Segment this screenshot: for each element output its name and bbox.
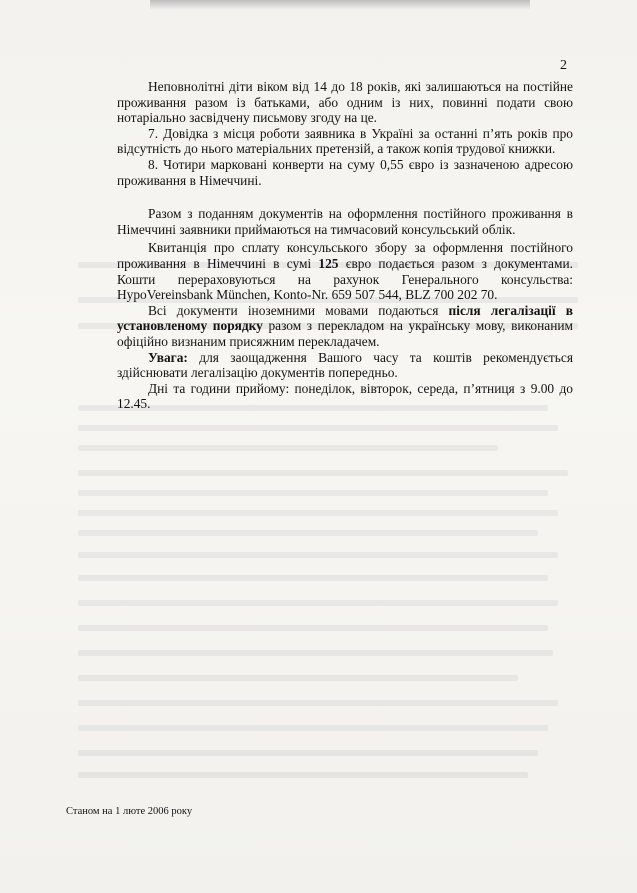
list-item-7: 7. Довідка з місця роботи заявника в Україні за останні п’ять років про відсутність до нього матеріальних претензій, а також копія трудової книжки. (117, 125, 573, 157)
legalization-text-start: Всі документи іноземними мовами подаються (148, 302, 449, 318)
paragraph-fee-receipt (117, 240, 573, 302)
bleed-through-line (78, 772, 528, 778)
paragraph-legalization (117, 303, 573, 350)
bleed-through-line (78, 650, 553, 656)
paragraph-reception-hours: Дні та години прийому: понеділок, вівторок, середа, п’ятниця з 9.00 до 12.45. (117, 380, 573, 412)
bleed-through-line (78, 425, 558, 431)
paragraph-attention (117, 350, 573, 381)
legalization-text-end: разом з перекладом на українську мову, виконаним офіційно визнаним присяжним перекладачем. (117, 318, 574, 349)
paragraph-consular-registration: Разом з поданням документів на оформлення постійного проживання в Німеччині заявники приймаються на тимчасовий консульський облік. (117, 206, 573, 237)
bleed-through-line (78, 470, 568, 476)
bleed-through-line (78, 445, 498, 451)
bleed-through-line (78, 700, 558, 706)
bleed-through-line (78, 725, 548, 731)
bleed-through-line (78, 552, 558, 558)
attention-text: для заощадження Вашого часу та коштів рекомендується здійснювати легалізацію документів попередньо. (117, 349, 573, 381)
bleed-through-line (78, 750, 538, 756)
bleed-through-line (78, 530, 538, 536)
document-body (117, 79, 573, 412)
bleed-through-line (78, 510, 558, 516)
legalization-emphasis: після легалізації в установленому порядку (117, 302, 573, 334)
fee-amount: 125 (318, 255, 339, 271)
bleed-through-line (78, 625, 548, 631)
list-item-8: 8. Чотири марковані конверти на суму 0,55 євро із зазначеною адресою проживання в Німеччині. (117, 156, 573, 188)
document-date-footer: Станом на 1 люте 2006 року (66, 806, 193, 817)
fee-text-start: Квитанція про сплату консульського збору за оформлення постійного проживання в Німеччині в сумі (117, 240, 573, 271)
fee-text-end: євро подається разом з документами. Кошти перераховуються на рахунок Генерального консульства: HypoVereinsbank München, Konto-Nr. 659 507 544, BLZ 700 202 70. (117, 255, 573, 303)
bleed-through-line (78, 575, 548, 581)
bleed-through-line (78, 675, 518, 681)
paragraph-minors-consent: Неповнолітні діти віком від 14 до 18 років, які залишаються на постійне проживання разом із батьками, або одним із них, повинні подати свою нотаріально засвідчену письмову згоду на це. (117, 79, 573, 126)
scan-edge-smudge (150, 0, 530, 10)
page-number: 2 (560, 58, 567, 73)
attention-label: Увага: (148, 349, 188, 365)
bleed-through-line (78, 490, 548, 496)
bleed-through-line (78, 600, 558, 606)
